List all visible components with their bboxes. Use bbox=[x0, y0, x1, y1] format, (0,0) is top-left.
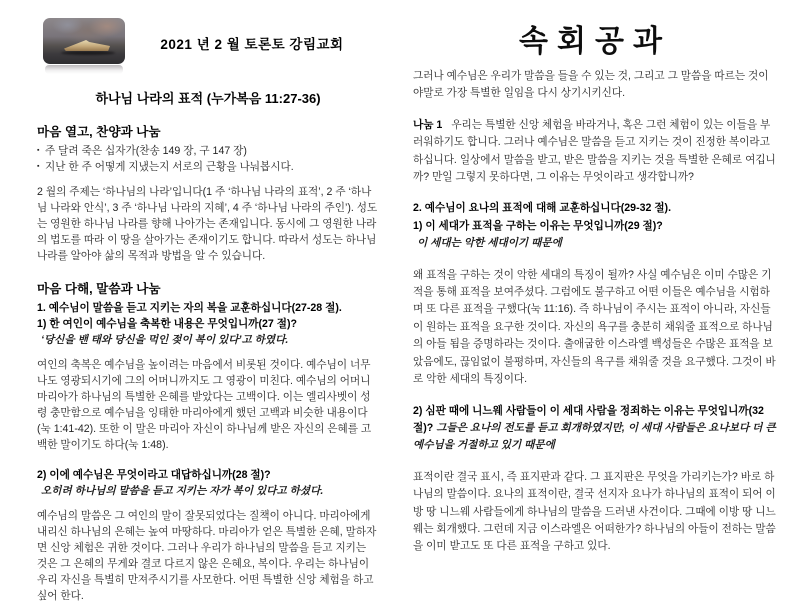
question-1-2-commentary: 예수님의 말씀은 그 여인의 말이 잘못되었다는 질책이 아니다. 마리아에게 내리신 하나님의 은혜는 높여 마땅하다. 마리아가 얻은 특별한 은혜, 말하자면 신앙 체험은 귀한 것이다. 그러나 우리가 하나님의 말씀을 듣고 지키는 것은 그 은혜의 무게와 결코 다르지 않은 은혜요, 복이다. 우리는 하나님이 우리 자신을 특별히 만져주시기를 사모한다. 어떤 특별한 신앙 체험을 하고 싶어 한다. bbox=[37, 510, 377, 602]
question-2-2-commentary: 표적이란 결국 표시, 즉 표지판과 같다. 그 표지판은 무엇을 가리키는가? 바로 하나님의 말씀이다. 요나의 표적이란, 결국 선지자 요나가 하나님의 표적이 되어 이방 땅 니느웨 사람들에게 하나님의 말씀을 드러낸 사건이다. 그때에 이방 땅 니느웨는 회개했다. 그런데 지금 이스라엘은 어떠한가? 하나님의 아들이 전하는 말씀을 이미 받고도 또 다른 표적을 구하고 있다. bbox=[413, 470, 776, 553]
question-1-1: 1) 한 여인이 예수님을 축복한 내용은 무엇입니까(27 절)? bbox=[37, 318, 298, 330]
section-heading-praise: 마음 열고, 찬양과 나눔 bbox=[37, 125, 161, 139]
right-column bbox=[413, 24, 777, 556]
question-2-2: 2) 심판 때에 니느웨 사람들이 이 세대 사람을 정죄하는 이유는 무엇입니까(32 절)? bbox=[413, 404, 764, 434]
question-2-heading: 2. 예수님이 요나의 표적에 대해 교훈하십니다(29-32 절). bbox=[413, 202, 672, 215]
question-2-2-block bbox=[413, 403, 777, 455]
photo-reflection-decoration bbox=[45, 65, 123, 74]
question-2-1-answer: 이 세대는 악한 세대이기 때문에 bbox=[417, 237, 562, 250]
church-header-box bbox=[125, 37, 379, 54]
list-item-hymn: ▪ 주 달려 죽은 십자가(찬송 149 장, 구 147 장) bbox=[37, 143, 379, 159]
continuation-paragraph: 그러나 예수님은 우리가 말씀을 들을 수 있는 것, 그리고 그 말씀을 따르는 것이야말로 가장 특별한 일임을 다시 상기시키신다. bbox=[413, 70, 769, 100]
bible-photo-image bbox=[43, 18, 125, 64]
lesson-title: 하나님 나라의 표적 (누가복음 11:27-36) bbox=[95, 91, 321, 106]
question-1-2-answer: 오히려 하나님의 말씀을 듣고 지키는 자가 복이 있다고 하셨다. bbox=[41, 485, 324, 497]
section-heading-word: 마음 다해, 말씀과 나눔 bbox=[37, 282, 161, 296]
question-1-1-commentary: 여인의 축복은 예수님을 높이려는 마음에서 비롯된 것이다. 예수님이 너무나도 영광되시기에 그의 어머니까지도 그 영광이 미친다. 예수님의 어머니 마리아가 하나님의 특별한 은혜를 받았다는 고백이다. 이는 엘리사벳이 성령 충만함으로 예수님을 잉태한 마리아에게 했던 고백과 비슷한 내용이다(눅 1:41-42). 또한 이 말은 마리아 자신이 하나님께 받은 자신의 은혜를 고백한 말이기도 하다(눅 1:48). bbox=[37, 359, 372, 451]
question-1-2: 2) 이에 예수님은 무엇이라고 대답하십니까(28 절)? bbox=[37, 469, 271, 481]
list-item-sharing: ▪ 지난 한 주 어떻게 지냈는지 서로의 근황을 나눠봅시다. bbox=[37, 159, 379, 175]
question-1-heading: 1. 예수님이 말씀을 듣고 지키는 자의 복을 교훈하십니다(27-28 절). bbox=[37, 302, 342, 314]
question-2-1: 1) 이 세대가 표적을 구하는 이유는 무엇입니까(29 절)? bbox=[413, 219, 663, 232]
header-row bbox=[37, 20, 379, 70]
book-shadow-decoration bbox=[61, 51, 115, 55]
sharing-1-text: 우리는 특별한 신앙 체험을 바라거나, 혹은 그런 체험이 있는 이들을 부러워하기도 합니다. 그러나 예수님은 말씀을 듣고 지키는 것이 진정한 복이라고 하십니다. 일상에서 말씀을 받고, 받은 말씀을 지키는 것을 특별한 은혜로 여깁니까? 만일 그렇지 못하다면, 그 이유는 무엇이라고 생각합니까? bbox=[413, 118, 776, 184]
question-2-2-answer: 그들은 요나의 전도를 듣고 회개하였지만, 이 세대 사람들은 요나보다 더 큰 예수님을 거절하고 있기 때문에 bbox=[413, 421, 776, 452]
question-2-1-commentary: 왜 표적을 구하는 것이 악한 세대의 특징이 될까? 사실 예수님은 이미 수많은 기적을 통해 표적을 보여주셨다. 그럼에도 불구하고 어떤 이들은 예수님을 시험하며 또 다른 표적을 구했다(눅 11:16). 즉 하나님이 주시는 표적이 아니라, 자신들이 원하는 표적을 요구한 것이다. 자신의 욕구를 충분히 채워줄 표적으로 하나님의 아들 됨을 증명하라는 것이다. 출애굽한 이스라엘 백성들은 수많은 표적을 보았음에도, 끊임없이 불평하며, 자신들의 욕구를 채워줄 것을 요구했다. 그것이 바로 악한 세대의 특징이다. bbox=[413, 268, 776, 386]
open-book-shape bbox=[64, 40, 110, 51]
question-1-1-answer: ‘당신을 밴 태와 당신을 먹인 젖이 복이 있다’고 하였다. bbox=[41, 334, 289, 346]
left-column bbox=[37, 20, 379, 604]
sharing-1-paragraph bbox=[413, 117, 777, 187]
intro-paragraph: 2 월의 주제는 ‘하나님의 나라’입니다(1 주 ‘하나님 나라의 표적’, 2 주 ‘하나님 나라와 안식’, 3 주 ‘하나님 나라의 지혜’, 4 주 ‘하나님 나라의 주인’). 성도는 영원한 하나님 나라를 향해 나아가는 존재입니다. 동시에 그 영원한 나라의 법도를 따라 이 땅을 살아가는 존재이기도 합니다. 따라서 성도는 하나님 나라를 알아야 삶의 목적과 방법을 알 수 있습니다. bbox=[37, 186, 378, 262]
church-header-title: 2021 년 2 월 토론토 강림교회 bbox=[160, 36, 344, 52]
bible-photo bbox=[43, 16, 125, 74]
masthead-title: 속회공과 bbox=[519, 25, 671, 58]
sharing-1-label: 나눔 1 bbox=[413, 118, 443, 131]
